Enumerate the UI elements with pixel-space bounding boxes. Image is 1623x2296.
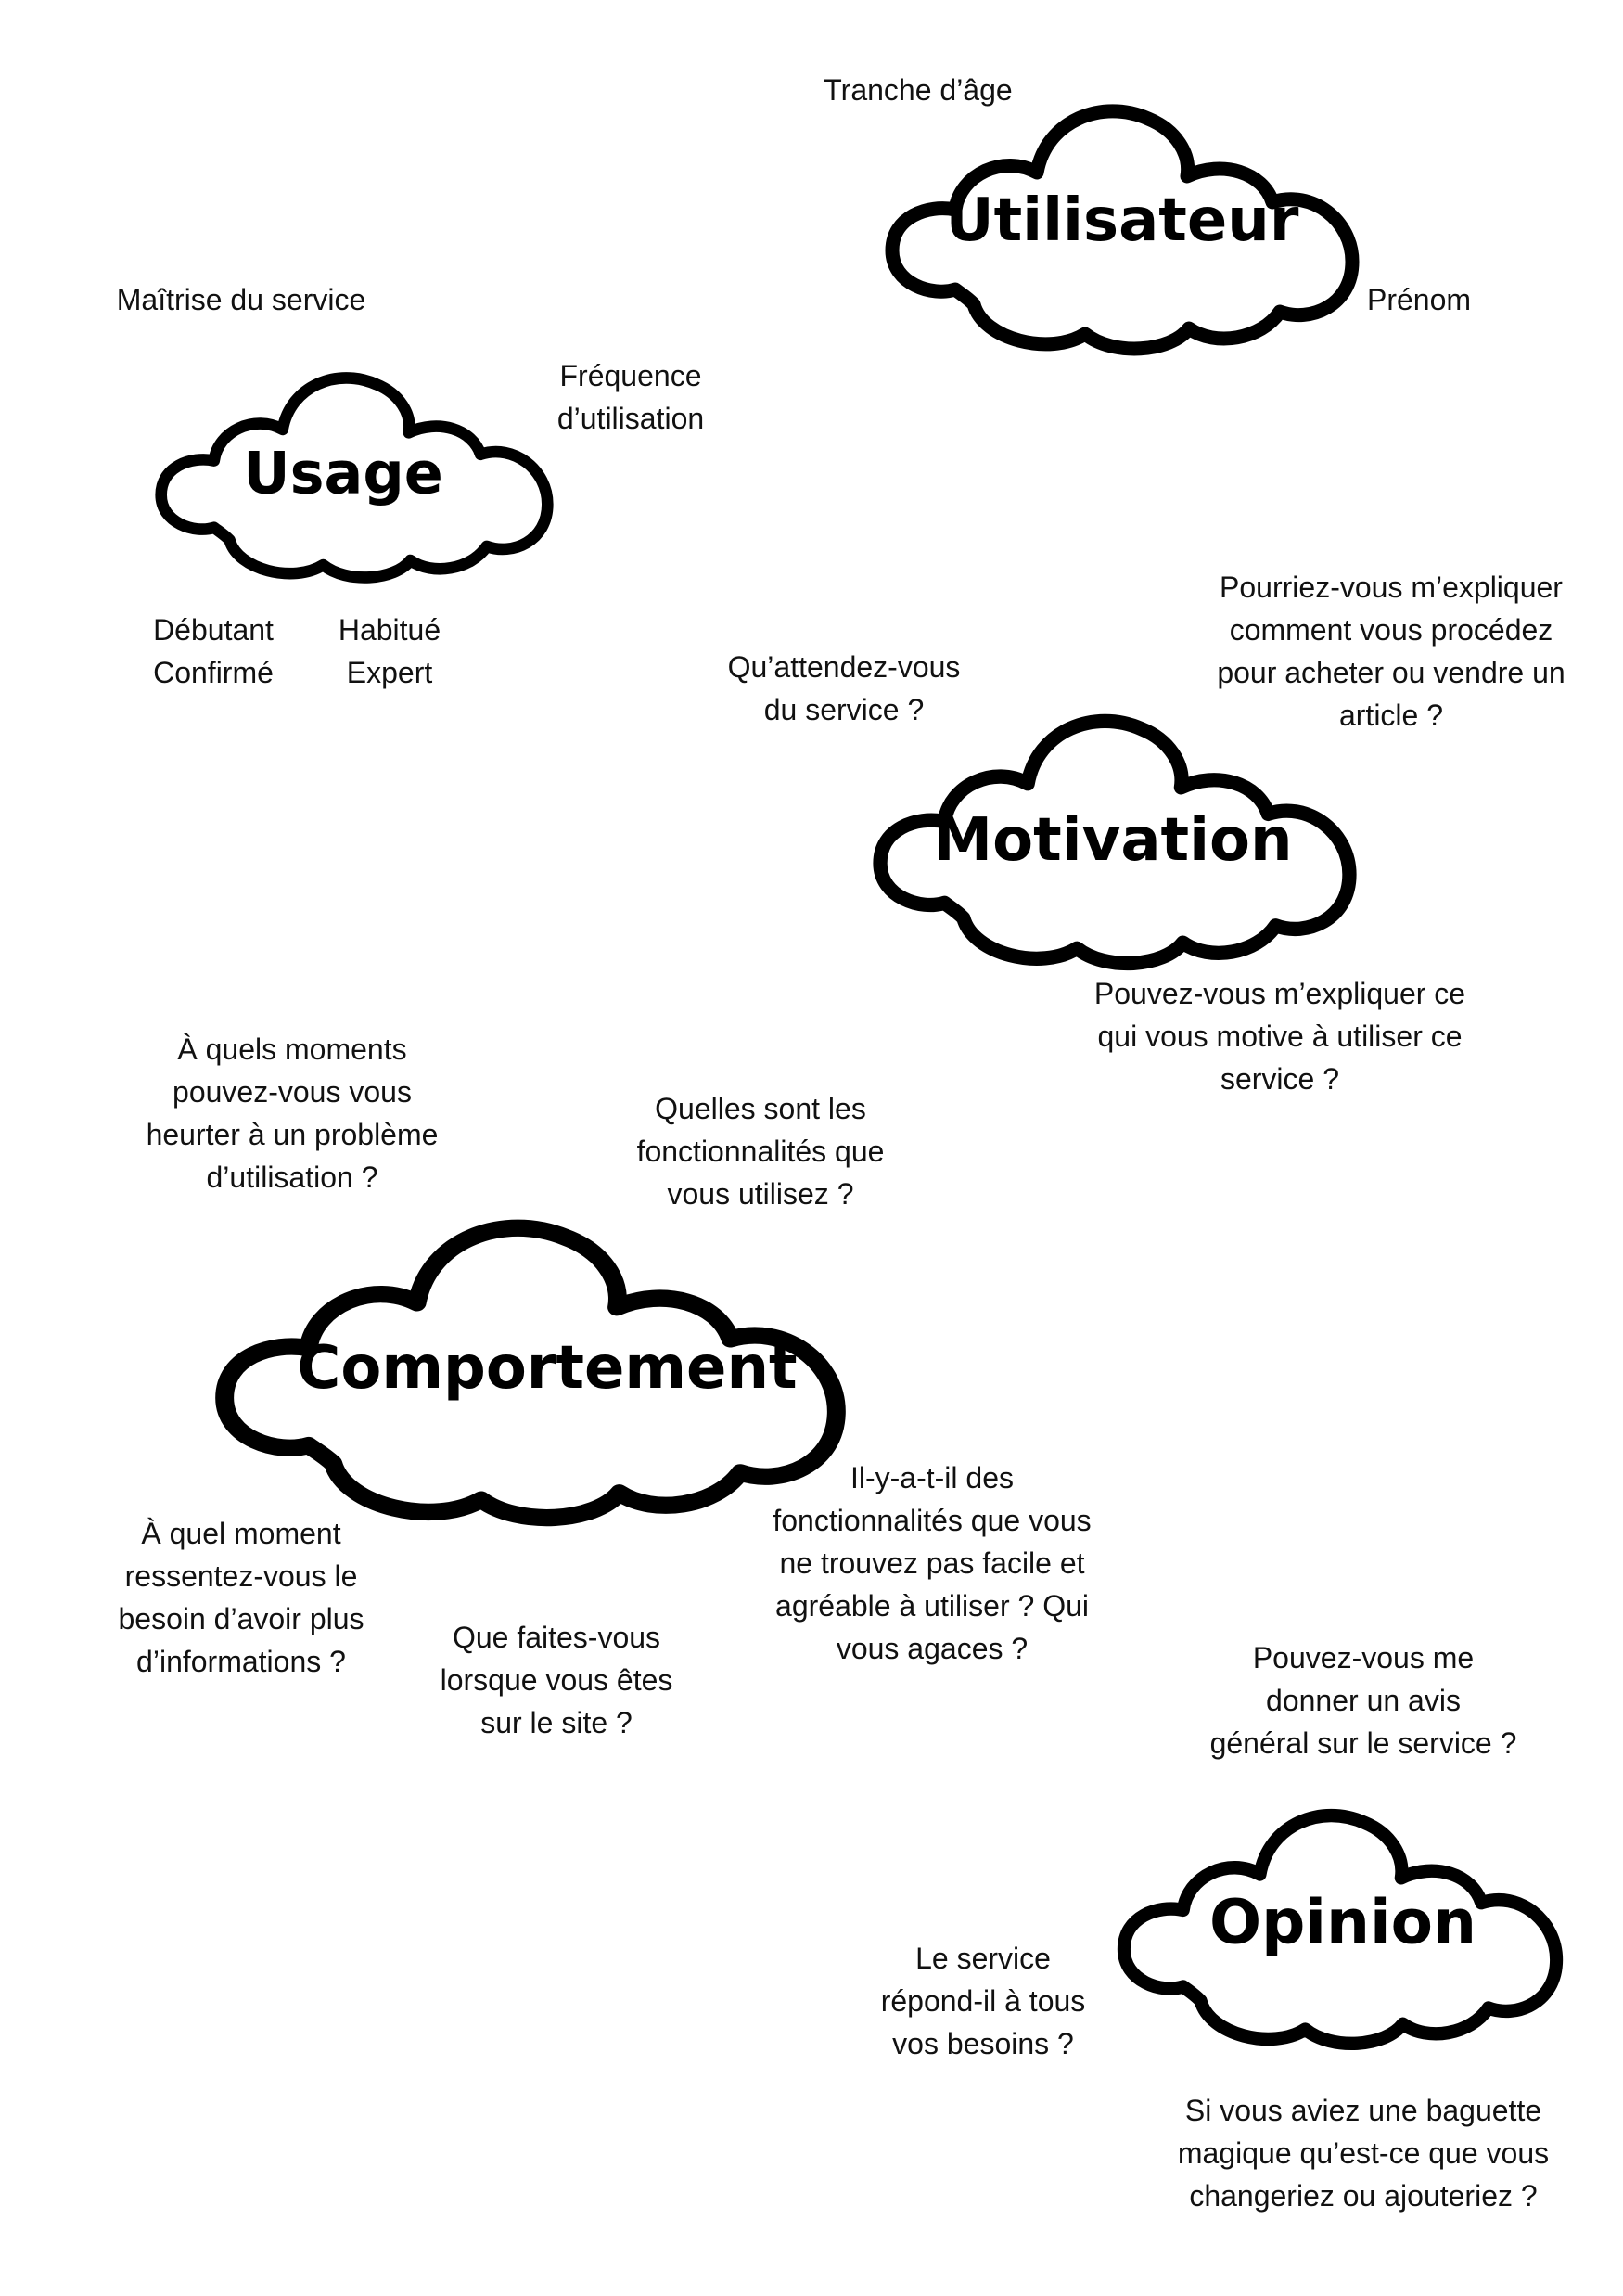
note-line: Tranche d’âge (824, 73, 1013, 107)
note-line: Qu’attendez-vous (727, 650, 961, 684)
note-line: Que faites-vous (452, 1621, 661, 1654)
note-motivation-service (1076, 972, 1484, 1100)
note-line: Maîtrise du service (116, 283, 366, 316)
note-line: vous utilisez ? (667, 1177, 854, 1211)
note-line: besoin d’avoir plus (118, 1602, 364, 1635)
note-line: d’informations ? (136, 1645, 346, 1678)
note-line: donner un avis (1266, 1684, 1461, 1717)
note-line: Si vous aviez une baguette (1184, 2094, 1542, 2127)
cloud-title-opinion: Opinion (1209, 1886, 1476, 1958)
cloud-title-usage: Usage (243, 439, 443, 507)
note-line: Pouvez-vous m’expliquer ce (1093, 977, 1466, 1010)
note-procedure-achat (1196, 566, 1586, 737)
note-line: pour acheter ou vendre un (1217, 656, 1565, 689)
note-line: article ? (1338, 699, 1444, 732)
note-line: Habitué (338, 613, 441, 647)
note-line: Il-y-a-t-il des (850, 1461, 1014, 1494)
note-line: général sur le service ? (1209, 1726, 1517, 1760)
note-line: Expert (346, 656, 433, 689)
note-line: Pourriez-vous m’expliquer (1220, 571, 1563, 604)
note-line: comment vous procédez (1229, 613, 1553, 647)
note-line: d’utilisation (556, 402, 705, 435)
note-line: d’utilisation ? (206, 1161, 378, 1194)
note-line: Le service (915, 1942, 1051, 1975)
cloud-title-comportement: Comportement (297, 1334, 798, 1403)
note-maitrise-service (102, 278, 380, 321)
note-niveau-debutant (130, 609, 297, 694)
note-line: service ? (1220, 1062, 1340, 1096)
note-line: ne trouvez pas facile et (779, 1546, 1085, 1580)
note-tranche-age (816, 69, 1020, 111)
note-line: ressentez-vous le (124, 1559, 358, 1593)
note-frequence-utilisation (538, 354, 723, 440)
note-line: Quelles sont les (655, 1092, 866, 1125)
note-prenom (1354, 278, 1484, 321)
note-line: agréable à utiliser ? Qui (775, 1589, 1089, 1623)
note-line: qui vous motive à utiliser ce (1097, 1020, 1463, 1053)
note-moments-probleme (130, 1028, 454, 1199)
note-line: heurter à un problème (146, 1118, 439, 1151)
note-line: du service ? (763, 693, 925, 726)
note-line: Débutant (153, 613, 274, 647)
note-line: sur le site ? (480, 1706, 633, 1739)
note-line: Prénom (1366, 283, 1472, 316)
note-line: Pouvez-vous me (1252, 1641, 1475, 1674)
note-line: Confirmé (153, 656, 274, 689)
note-line: magique qu’est-ce que vous (1177, 2136, 1550, 2170)
note-line: À quel moment (141, 1517, 341, 1550)
note-line: répond-il à tous (880, 1984, 1086, 2018)
note-line: fonctionnalités que (636, 1135, 885, 1168)
cloud-title-motivation: Motivation (933, 806, 1293, 875)
note-fonctionnalites-difficiles (751, 1456, 1113, 1670)
note-line: À quels moments (177, 1033, 407, 1066)
cloud-title-utilisateur: Utilisateur (945, 186, 1299, 255)
note-line: vous agaces ? (836, 1632, 1029, 1665)
note-niveau-habitue (315, 609, 464, 694)
note-besoins-couverts (853, 1937, 1113, 2065)
note-line: Fréquence (559, 359, 702, 392)
note-attentes (714, 646, 974, 731)
note-baguette-magique (1150, 2089, 1577, 2217)
note-avis-general (1187, 1636, 1540, 1764)
note-line: vos besoins ? (892, 2027, 1074, 2060)
note-line: fonctionnalités que vous (773, 1504, 1092, 1537)
note-actions-site (427, 1616, 686, 1744)
note-line: pouvez-vous vous (173, 1075, 412, 1109)
note-fonctionnalites-utilisees (621, 1087, 900, 1215)
note-line: lorsque vous êtes (440, 1663, 673, 1697)
note-besoin-informations (102, 1512, 380, 1683)
note-line: changeriez ou ajouteriez ? (1189, 2179, 1538, 2213)
